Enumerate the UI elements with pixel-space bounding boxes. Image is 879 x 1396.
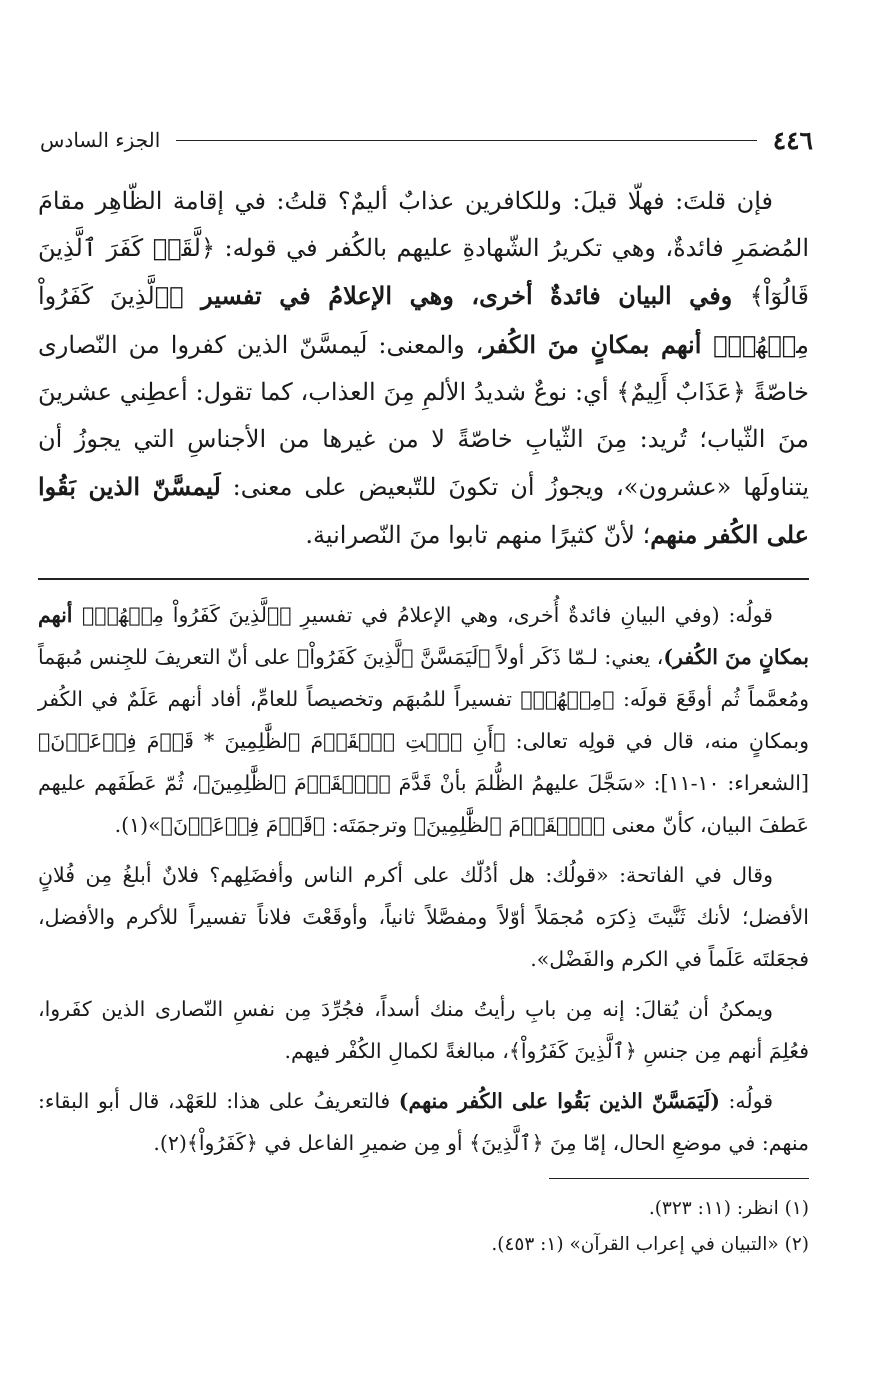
- quran-quote: ﴿ٱلَّذِينَ كَفَرُواْ مِنۡهُمۡ﴾: [81, 602, 292, 627]
- footnote-rule: [549, 1178, 809, 1179]
- text-run: ، مبالغةً لكمالِ الكُفْر فيهم.: [284, 1038, 509, 1063]
- bold-phrase: (لَيَمَسَّنّ الذين بَقُوا على الكُفر منهم): [398, 1088, 720, 1113]
- quran-quote: ﴿لَّقَدۡ كَفَرَ ٱلَّذِينَ قَالُوٓاْ﴾: [38, 234, 809, 311]
- quran-quote: ﴿ٱلَّذِينَ كَفَرُواْ﴾: [508, 1038, 637, 1063]
- text-run: (٢).: [153, 1130, 187, 1155]
- bold-phrase: أنهم بمكانٍ منَ الكُفر: [483, 329, 714, 359]
- page-body: [38, 178, 809, 1263]
- bold-phrase: وفي البيان فائدةٌ أخرى، وهي الإعلامُ في تفسير: [183, 281, 750, 311]
- text-run: وقال في الفاتحة: «قولُك: هل أدُلّك على أكرم الناس وأفضَلِهم؟ فلانٌ أبلغُ مِن فُلانٍ الأفضل؛ لأنك ثَنَّيتَ ذِكرَه مُجمَلاً أوّلاً ومفصَّلاً ثانياً، وأوقَعْتَ فلاناً تفسيراً للأكرم والأفضل، فجعَلتَه عَلَماً في الكرم والفَضْل».: [38, 862, 809, 971]
- bold-phrase: أنهم بمكانٍ منَ الكُفر): [38, 602, 810, 669]
- quran-quote: ﴿ٱلَّذِينَ﴾: [469, 1130, 544, 1155]
- page-number: ٤٤٦: [772, 125, 813, 155]
- text-run: ، ثُمّ عَطَفَهم عليهم عَطفَ البيان، كأنّ معنى: [38, 770, 809, 837]
- section-divider: [38, 578, 809, 580]
- bold-phrase: لَيمسَّنّ الذين بَقُوا على الكُفر منهم: [38, 472, 809, 550]
- text-run: وترجمَتَه:: [325, 812, 414, 837]
- text-run: »(١).: [114, 812, 161, 837]
- page-header: [40, 120, 813, 160]
- quran-quote: ﴿أَنِ ٱئۡتِ ٱلۡقَوۡمَ ٱلظَّٰلِمِينَ * قَوۡمَ فِرۡعَوۡنَ﴾: [38, 728, 506, 753]
- running-title: الجزء السادس: [40, 128, 161, 152]
- quran-quote: ﴿قَوۡمَ فِرۡعَوۡنَ﴾: [160, 812, 326, 837]
- text-run: فالتعريفُ على هذا: للعَهْد، قال أبو البقاء: منهم: في موضعِ الحال، إمّا مِنَ: [38, 1088, 809, 1155]
- text-run: ، والمعنى: لَيمسَّنّ الذين كفروا من النّصارى خاصّةً: [38, 330, 809, 406]
- quran-quote: ﴿ٱلۡقَوۡمَ ٱلظَّٰلِمِينَ﴾: [413, 812, 606, 837]
- text-run: أو مِن ضميرِ الفاعل في: [257, 1130, 470, 1155]
- footnote-2: (٢) «التبيان في إعراب القرآن» (١: ٤٥٣).: [491, 1233, 809, 1255]
- commentary-paragraph: [38, 594, 809, 846]
- text-run: ، يعني: لـمّا ذَكَر أولاً: [490, 644, 664, 669]
- header-rule: [176, 140, 756, 141]
- footnote-1: (١) انظر: (١١: ٣٢٣).: [648, 1197, 809, 1219]
- quran-quote: ﴿لَيَمَسَّنَّ ٱلَّذِينَ كَفَرُواْ﴾: [297, 644, 491, 669]
- quran-quote: ﴿ٱلَّذِينَ كَفَرُواْ مِنۡهُمۡ﴾: [38, 282, 809, 359]
- text-run: ويمكنُ أن يُقالَ: إنه مِن بابِ رأيتُ منك أسداً، فجُرِّدَ مِن نفسِ النّصارى الذين كفَروا، فعُلِمَ أنهم مِن جنسِ: [38, 996, 809, 1063]
- quran-quote: ﴿كَفَرُواْ﴾: [186, 1130, 258, 1155]
- quran-quote: ﴿عَذَابٌ أَلِيمٌ﴾: [616, 377, 746, 406]
- commentary-paragraph: [38, 1080, 809, 1164]
- main-text-paragraph: [38, 178, 809, 560]
- main-text: [38, 178, 809, 560]
- footnotes: [38, 1191, 809, 1263]
- text-run: فإن قلتَ: فهلّا قيلَ: وللكافرين عذابٌ أليمٌ؟ قلتُ: في إقامة الظّاهِر مقامَ المُضمَرِ فائدةٌ، وهي تكريرُ الشّهادةِ عليهم بالكُفر في قوله:: [38, 187, 809, 263]
- text-run: تفسيراً للمُبهَم وتخصيصاً للعامِّ، أفاد أنهم عَلَمٌ في الكُفر وبمكانٍ منه، قال في قولِه تعالى:: [38, 686, 809, 753]
- text-run: أي: نوعٌ شديدُ الألمِ مِنَ العذاب، كما تقول: أعطِني عشرينَ منَ الثّياب؛ تُريد: مِنَ الثّيابِ خاصّةً لا من غيرها من الأجناسِ التي يجوزُ أن يتناولَها «عشرون»، ويجوزُ أن تكونَ للتّبعيض على معنى:: [38, 377, 810, 502]
- quran-quote: ﴿مِنۡهُمۡ﴾: [520, 686, 615, 711]
- text-run: على أنّ التعريفَ للجِنس مُبهَماً ومُعمَّماً ثُم أوقَعَ قولَه:: [38, 644, 809, 711]
- quran-quote: ﴿ٱلۡقَوۡمَ ٱلظَّٰلِمِينَ﴾: [198, 770, 391, 795]
- commentary-paragraph: [38, 988, 809, 1072]
- commentary: [38, 594, 809, 1164]
- text-run: ؛ لأنّ كثيرًا منهم تابوا منَ النّصرانية.: [305, 521, 651, 550]
- text-run: [الشعراء: ١٠-١١]: «سَجَّلَ عليهمُ الظُّلمَ بأنْ قَدَّمَ: [390, 770, 809, 795]
- text-run: قولُه:: [719, 1088, 773, 1113]
- text-run: قولُه: (وفي البيانِ فائدةٌ أُخرى، وهي الإعلامُ في تفسيرِ: [291, 602, 773, 627]
- commentary-paragraph: [38, 854, 809, 980]
